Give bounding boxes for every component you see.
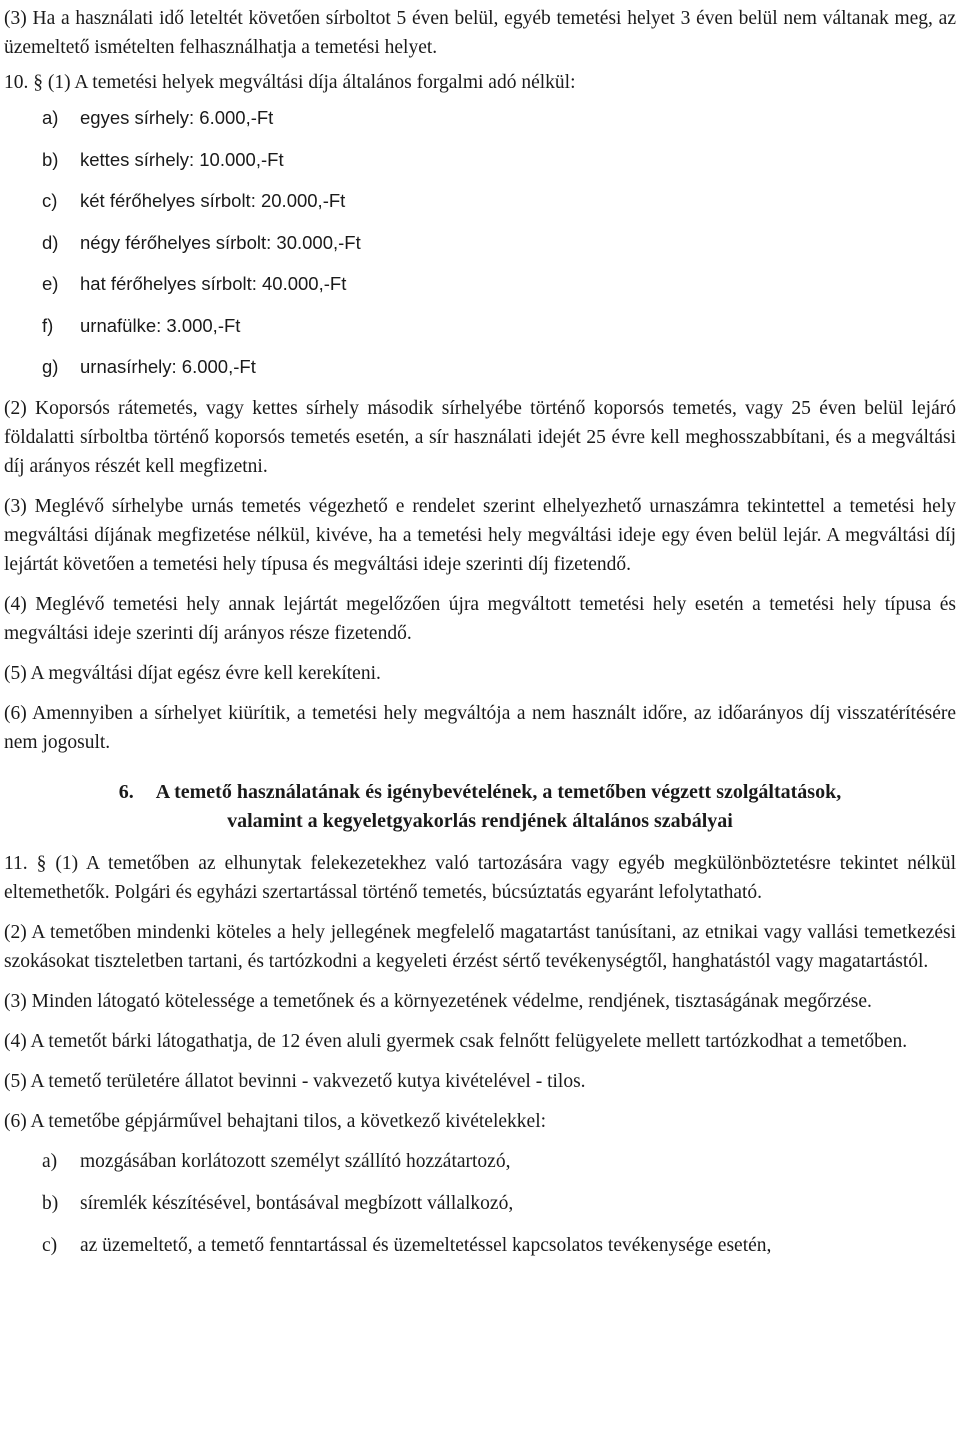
section-11-paragraph-6: (6) A temetőbe gépjárművel behajtani tilos, a következő kivételekkel: [4, 1110, 547, 1132]
section-10-intro: 10. § (1) A temetési helyek megváltási díja általános forgalmi adó nélkül: [4, 72, 576, 93]
exception-item-b: b) síremlék készítésével, bontásával megbízott vállalkozó, [42, 1192, 514, 1214]
fee-item-b: b) kettes sírhely: 10.000,-Ft [42, 148, 284, 170]
section-10-paragraph-3: (3) Meglévő sírhelybe urnás temetés végezhető e rendelet szerint elhelyezhető urnaszámra tekintettel a temetési hely megváltási díjának megfizetése nélkül, kivéve, ha a temetési hely megváltási ideje egy éven belül lejár. A megváltási díj lejártát követően a temetési hely típusa és megváltási ideje szerinti díj fizetendő. [4, 495, 956, 575]
section-11-paragraph-1: 11. § (1) A temetőben az elhunytak felekezetekhez való tartozására vagy egyéb megkülönböztetésre tekintet nélkül eltemethetők. Polgári és egyházi szertartással történő temetés, búcsúztatás egyaránt lefolytatható. [4, 852, 956, 903]
exception-item-a: a) mozgásában korlátozott személyt szállító hozzátartozó, [42, 1150, 511, 1172]
fee-item-a: a) egyes sírhely: 6.000,-Ft [42, 107, 274, 128]
document-page [4, 4, 956, 1273]
section-11-paragraph-2: (2) A temetőben mindenki köteles a hely jellegének megfelelő magatartást tanúsítani, az etnikai vagy vallási temetkezési szokásokat tiszteletben tartani, és tartózkodni a kegyeleti érzést sértő tevékenységtől, hanghatástól vagy magatartástól. [4, 921, 956, 972]
paragraph-9-3: (3) Ha a használati idő leteltét követően sírboltot 5 éven belül, egyéb temetési helyet 3 éven belül nem váltanak meg, az üzemeltető ismételten felhasználhatja a temetési helyet. [4, 8, 956, 58]
chapter-title-line-1: A temető használatának és igénybevételének, a temetőben végzett szolgáltatások, [155, 780, 842, 803]
section-11-paragraph-3: (3) Minden látogató kötelessége a temetőnek és a környezetének védelme, rendjének, tisztaságának megőrzése. [4, 990, 872, 1012]
fee-item-c: c) két férőhelyes sírbolt: 20.000,-Ft [42, 190, 346, 211]
section-10-paragraph-4: (4) Meglévő temetési hely annak lejártát megelőzően újra megváltott temetési hely esetén a temetési hely típusa és megváltási ideje szerinti díj arányos része fizetendő. [4, 593, 956, 644]
fee-item-f: f) urnafülke: 3.000,-Ft [42, 314, 241, 336]
fee-item-e: e) hat férőhelyes sírbolt: 40.000,-Ft [42, 273, 347, 294]
fee-item-d: d) négy férőhelyes sírbolt: 30.000,-Ft [42, 231, 361, 253]
section-10-paragraph-6: (6) Amennyiben a sírhelyet kiürítik, a temetési hely megváltója a nem használt időre, az időarányos díj visszatérítésére nem jogosult. [4, 702, 956, 753]
exception-list [42, 1147, 956, 1260]
fee-item-g: g) urnasírhely: 6.000,-Ft [42, 356, 256, 377]
section-10-paragraph-5: (5) A megváltási díjat egész évre kell kerekíteni. [4, 662, 381, 684]
section-11-paragraph-4: (4) A temetőt bárki látogathatja, de 12 éven aluli gyermek csak felnőtt felügyelete mellett tartózkodhat a temetőben. [4, 1030, 908, 1052]
fee-list [42, 97, 956, 388]
exception-item-c: c) az üzemeltető, a temető fenntartással és üzemeltetéssel kapcsolatos tevékenysége esetén, [42, 1234, 772, 1256]
chapter-number: 6. [118, 780, 134, 803]
chapter-heading [4, 778, 956, 836]
section-10-paragraph-2: (2) Koporsós rátemetés, vagy kettes sírhely második sírhelyébe történő koporsós temetés, vagy 25 éven belül lejáró földalatti sírboltba történő koporsós temetés esetén, a sír használati idejét 25 évre kell meghosszabbítani, és a megváltási díj arányos részét kell megfizetni. [4, 397, 956, 477]
section-11-paragraph-5: (5) A temető területére állatot bevinni - vakvezető kutya kivételével - tilos. [4, 1070, 586, 1092]
chapter-title-line-2: valamint a kegyeletgyakorlás rendjének általános szabályai [227, 809, 733, 832]
